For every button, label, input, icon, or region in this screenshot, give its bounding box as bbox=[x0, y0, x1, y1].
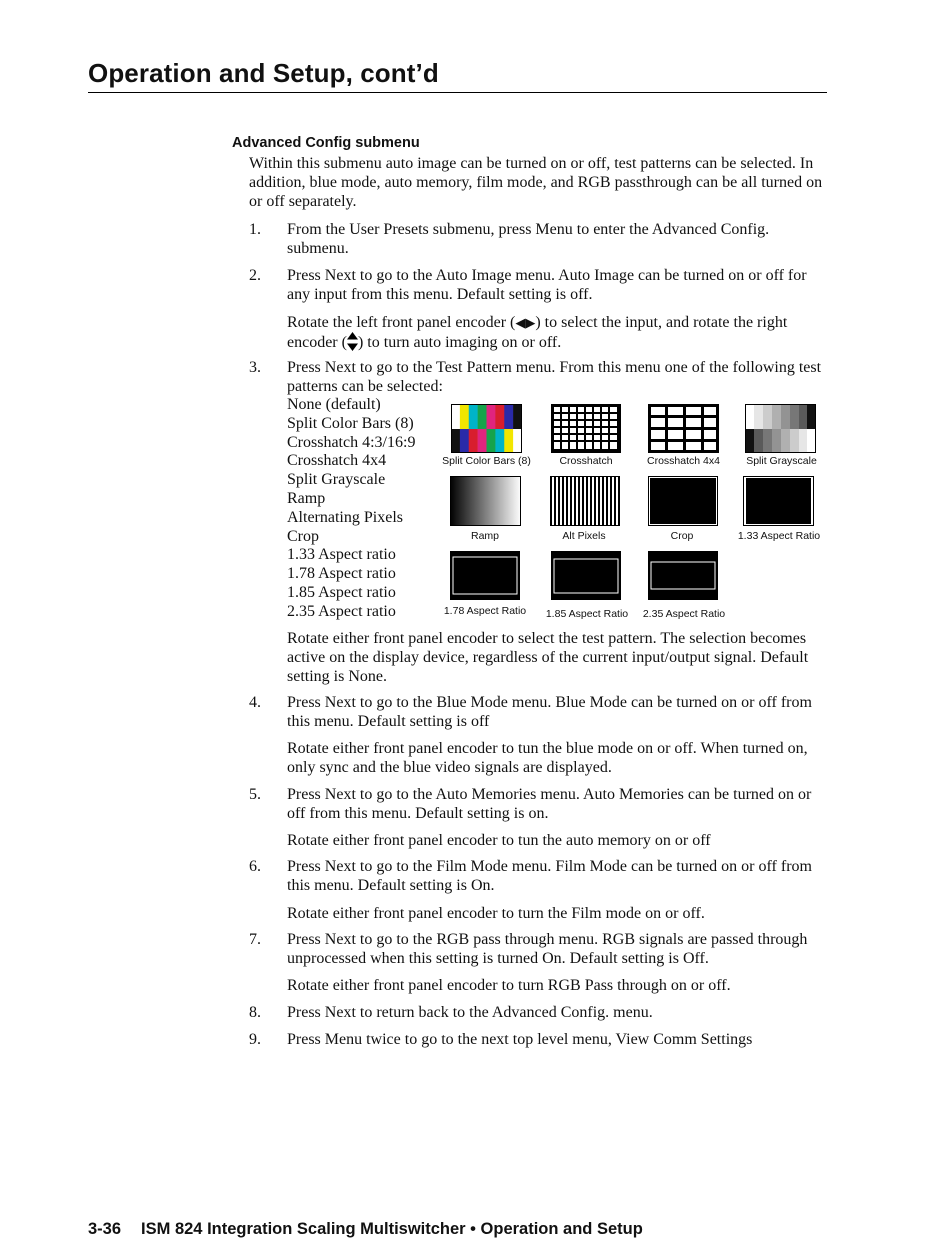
step-text: Press Next to go to the Blue Mode menu. Blue Mode can be turned on or off from this menu. Default setting is off bbox=[287, 694, 812, 730]
section-intro: Within this submenu auto image can be turned on or off, test patterns can be selected. In addition, blue mode, auto memory, film mode, and RGB passthrough can be all turned on or off separately. bbox=[249, 155, 823, 210]
left-right-arrows-icon: ◀▶ bbox=[515, 315, 536, 330]
color-bar bbox=[469, 429, 478, 453]
step-number: 3. bbox=[249, 359, 261, 376]
list-item: 2.35 Aspect ratio bbox=[287, 602, 396, 620]
color-bar bbox=[495, 404, 504, 429]
aspect-185-pattern bbox=[551, 551, 621, 600]
list-item: Split Grayscale bbox=[287, 471, 386, 489]
list-item: None (default) bbox=[287, 396, 381, 413]
color-bar bbox=[487, 404, 496, 429]
crop-pattern bbox=[648, 476, 718, 526]
figure-caption: 1.85 Aspect Ratio bbox=[545, 608, 629, 620]
list-item: 1.85 Aspect ratio bbox=[287, 583, 396, 601]
color-bar bbox=[504, 404, 513, 429]
color-bar bbox=[478, 404, 487, 429]
aspect-133-pattern bbox=[743, 476, 814, 526]
list-item: 1.78 Aspect ratio bbox=[287, 565, 396, 583]
step-2-note: Rotate the left front panel encoder (◀▶) to select the input, and rotate the right encoder ( ) to turn auto imaging on or off. bbox=[287, 314, 788, 351]
step-7-note: Rotate either front panel encoder to turn RGB Pass through on or off. bbox=[287, 977, 731, 994]
step-3-note: Rotate either front panel encoder to select the test pattern. The selection becomes active on the display device, regardless of the current input/output signal. Default setting is None. bbox=[287, 630, 809, 685]
color-bar bbox=[460, 429, 469, 453]
step-text: Press Menu twice to go to the next top level menu, View Comm Settings bbox=[287, 1031, 753, 1048]
figure-caption: Split Color Bars (8) bbox=[442, 455, 531, 467]
crosshatch-pattern bbox=[551, 404, 621, 453]
step-number: 4. bbox=[249, 694, 261, 711]
step-number: 1. bbox=[249, 221, 261, 238]
step-text: Press Next to go to the Auto Memories menu. Auto Memories can be turned on or off from this menu. Default setting is on. bbox=[287, 786, 812, 822]
step-number: 9. bbox=[249, 1031, 261, 1048]
step-number: 2. bbox=[249, 267, 261, 284]
list-item: Crosshatch 4x4 bbox=[287, 452, 387, 470]
page-number: 3-36 bbox=[88, 1220, 122, 1238]
split-color-bars-pattern bbox=[451, 404, 522, 453]
section-heading: Advanced Config submenu bbox=[232, 135, 420, 151]
step-text: Press Next to go to the RGB pass through menu. RGB signals are passed through unprocessed when this setting is turned On. Default setting is Off. bbox=[287, 931, 808, 967]
step-number: 7. bbox=[249, 931, 261, 948]
figure-caption: 1.33 Aspect Ratio bbox=[737, 530, 821, 542]
page-title: Operation and Setup, cont’d bbox=[88, 58, 439, 88]
test-pattern-list bbox=[287, 396, 415, 622]
figure-caption: Crosshatch bbox=[559, 455, 613, 467]
page-footer bbox=[88, 1220, 643, 1239]
color-bar bbox=[513, 404, 522, 429]
ramp-pattern bbox=[450, 476, 521, 526]
list-item: Alternating Pixels bbox=[287, 508, 403, 526]
aspect-235-pattern bbox=[648, 551, 718, 600]
figure-caption: Crosshatch 4x4 bbox=[647, 455, 720, 467]
list-item: Crop bbox=[287, 527, 319, 545]
color-bar bbox=[460, 404, 469, 429]
color-bar bbox=[495, 429, 504, 453]
figure-caption: 2.35 Aspect Ratio bbox=[642, 608, 726, 620]
split-grayscale-pattern bbox=[745, 404, 816, 453]
step-number: 5. bbox=[249, 786, 261, 803]
step-5-note: Rotate either front panel encoder to tun the auto memory on or off bbox=[287, 832, 711, 849]
footer-title: ISM 824 Integration Scaling Multiswitcher • Operation and Setup bbox=[141, 1220, 643, 1238]
figure-caption: Crop bbox=[670, 530, 694, 542]
color-bar bbox=[451, 429, 460, 453]
step-text: Press Next to go to the Film Mode menu. Film Mode can be turned on or off from this menu. Default setting is On. bbox=[287, 858, 812, 894]
color-bar bbox=[513, 429, 522, 453]
list-item: 1.33 Aspect ratio bbox=[287, 546, 396, 564]
crosshatch-4x4-pattern bbox=[648, 404, 719, 453]
step-4-note: Rotate either front panel encoder to tun the blue mode on or off. When turned on, only sync and the blue video signals are displayed. bbox=[287, 740, 808, 776]
figure-caption: Alt Pixels bbox=[562, 530, 606, 542]
color-bar bbox=[504, 429, 513, 453]
step-text: Press Next to return back to the Advanced Config. menu. bbox=[287, 1004, 653, 1021]
figure-caption: Ramp bbox=[470, 530, 499, 542]
list-item: Split Color Bars (8) bbox=[287, 414, 414, 432]
step-6-note: Rotate either front panel encoder to turn the Film mode on or off. bbox=[287, 905, 705, 922]
step-text: Press Next to go to the Auto Image menu. Auto Image can be turned on or off for any input from this menu. Default setting is off. bbox=[287, 267, 807, 303]
color-bar bbox=[487, 429, 496, 453]
figure-caption: Split Grayscale bbox=[746, 455, 817, 467]
title-divider bbox=[88, 92, 827, 93]
figure-caption: 1.78 Aspect Ratio bbox=[443, 605, 527, 617]
color-bar bbox=[478, 429, 487, 453]
step-number: 6. bbox=[249, 858, 261, 875]
alt-pixels-pattern bbox=[550, 476, 620, 526]
aspect-178-pattern bbox=[450, 551, 520, 600]
color-bar bbox=[469, 404, 478, 429]
step-number: 8. bbox=[249, 1004, 261, 1021]
list-item: Ramp bbox=[287, 489, 326, 507]
color-bar bbox=[451, 404, 460, 429]
up-down-arrows-icon bbox=[347, 332, 358, 351]
list-item: Crosshatch 4:3/16:9 bbox=[287, 433, 416, 451]
step-text: Press Next to go to the Test Pattern menu. From this menu one of the following test patterns can be selected: bbox=[287, 359, 822, 395]
step-text: From the User Presets submenu, press Menu to enter the Advanced Config. submenu. bbox=[287, 221, 770, 257]
